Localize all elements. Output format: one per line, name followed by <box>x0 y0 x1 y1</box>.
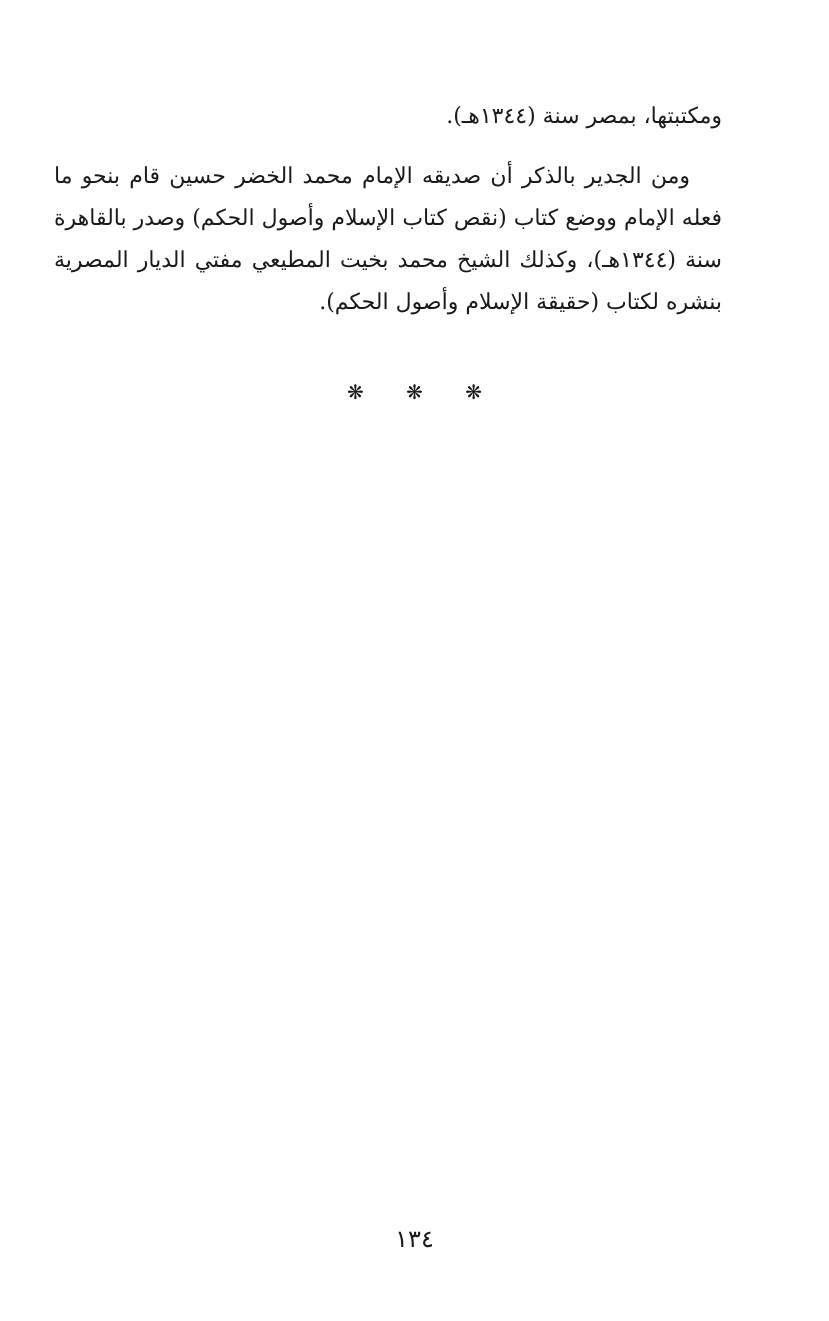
asterism-mark: ❋ <box>465 380 482 404</box>
section-separator <box>0 380 829 404</box>
asterism-mark: ❋ <box>406 380 423 404</box>
asterism-mark: ❋ <box>346 380 364 404</box>
paragraph-continuation: ومكتبتها، بمصر سنة (١٣٤٤هـ). <box>446 104 722 129</box>
page-number: ١٣٤ <box>395 1225 434 1253</box>
paragraph-main: ومن الجدير بالذكر أن صديقه الإمام محمد الخضر حسين قام بنحو ما فعله الإمام ووضع كتاب (نقص كتاب الإسلام وأصول الحكم) وصدر بالقاهرة سنة (١٣٤٤هـ)، وكذلك الشيخ محمد بخيت المطيعي مفتي الديار المصرية بنشره لكتاب (حقيقة الإسلام وأصول الحكم). <box>54 164 722 315</box>
